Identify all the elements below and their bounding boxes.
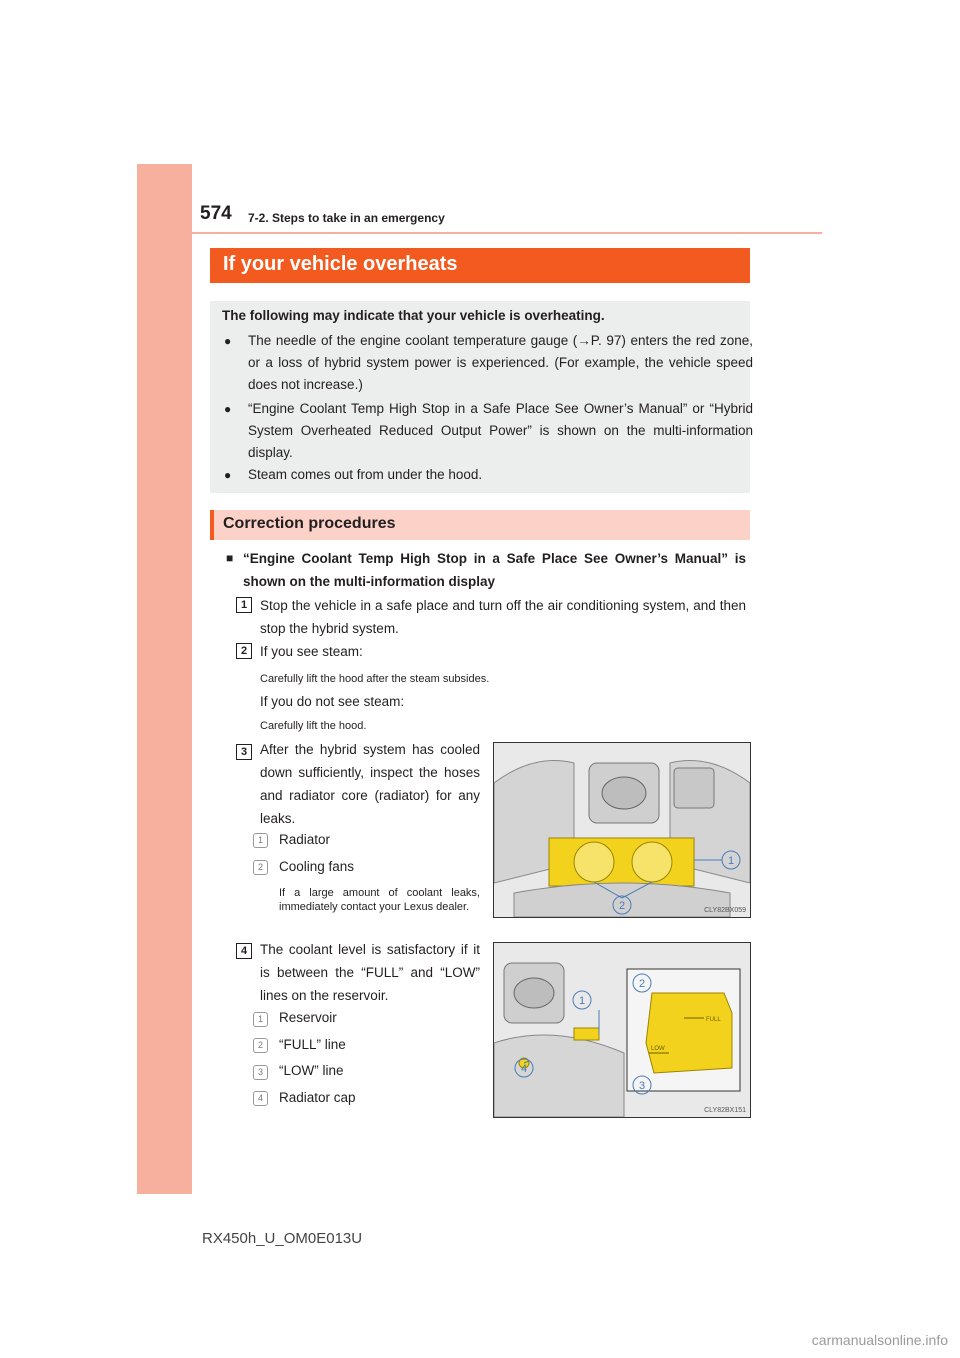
bullet-text: Steam comes out from under the hood. — [248, 467, 483, 482]
image-code: CLY82BX059 — [704, 907, 746, 914]
photo-callout-2: 2 — [638, 978, 646, 990]
callout-label-cooling-fans: Cooling fans — [279, 859, 355, 874]
subtitle: Correction procedures — [223, 515, 396, 532]
title-bar — [210, 248, 750, 283]
watermark: carmanualsonline.info — [811, 1332, 948, 1348]
photo-callout-1: 1 — [578, 995, 586, 1007]
callout-number: 1 — [253, 833, 268, 848]
tank-low-mark: LOW — [651, 1046, 665, 1052]
engine-bay-photo — [493, 742, 751, 918]
step-1-text: Stop the vehicle in a safe place and turn off the air conditioning system, and then stop the hybrid system. — [260, 598, 746, 636]
step-number-1: 1 — [236, 597, 252, 613]
step-3-note: If a large amount of coolant leaks, immediately contact your Lexus dealer. — [279, 887, 480, 913]
callout-number: 3 — [253, 1065, 268, 1080]
bullet-text: “Engine Coolant Temp High Stop in a Safe Place See Owner’s Manual” or “Hybrid System Overheated Reduced Output Power” is shown on the multi-information display. — [248, 401, 753, 460]
bullet-text: The needle of the engine coolant temperature gauge (→P. 97) enters the red zone, or a loss of hybrid system power is experienced. (For example, the vehicle speed does not increase.) — [248, 333, 753, 392]
callout-number: 2 — [253, 1038, 268, 1053]
bullet-dot: ● — [224, 334, 232, 348]
footer-model-code: RX450h_U_OM0E013U — [202, 1230, 363, 1247]
step-number-4: 4 — [236, 943, 252, 959]
heading-square-icon: ■ — [226, 551, 234, 565]
reservoir-illustration — [494, 943, 750, 1117]
side-band — [137, 164, 192, 1194]
step-2-note: Carefully lift the hood after the steam subsides. — [260, 673, 490, 685]
callout-label-low-line: “LOW” line — [279, 1063, 344, 1078]
step-4-text: The coolant level is satisfactory if it is between the “FULL” and “LOW” lines on the reservoir. — [260, 942, 480, 1003]
photo-callout-1: 1 — [727, 855, 735, 867]
callout-label-full-line: “FULL” line — [279, 1037, 346, 1052]
callout-number: 4 — [253, 1091, 268, 1106]
image-code: CLY82BX151 — [704, 1107, 746, 1114]
page-number: 574 — [200, 203, 232, 224]
subtitle-bar-accent — [210, 510, 214, 540]
step-2-note-alt: Carefully lift the hood. — [260, 720, 367, 732]
callout-number: 1 — [253, 1012, 268, 1027]
header-rule — [192, 232, 822, 234]
photo-callout-3: 3 — [638, 1080, 646, 1092]
info-intro: The following may indicate that your vehicle is overheating. — [222, 308, 605, 323]
photo-callout-2: 2 — [618, 900, 626, 912]
page-title: If your vehicle overheats — [223, 253, 458, 275]
bullet-dot: ● — [224, 402, 232, 416]
callout-label-radiator: Radiator — [279, 832, 331, 847]
step-2-text: If you see steam: — [260, 644, 363, 659]
step-2-text-alt: If you do not see steam: — [260, 694, 405, 709]
reservoir-photo — [493, 942, 751, 1118]
callout-label-radiator-cap: Radiator cap — [279, 1090, 356, 1105]
info-box — [210, 301, 753, 493]
step-number-2: 2 — [236, 643, 252, 659]
step-3-text: After the hybrid system has cooled down sufficiently, inspect the hoses and radiator core (radiator) for any leaks. — [260, 742, 480, 826]
callout-label-reservoir: Reservoir — [279, 1010, 337, 1025]
engine-bay-illustration — [494, 743, 750, 917]
section-title: 7-2. Steps to take in an emergency — [248, 211, 445, 225]
callout-number: 2 — [253, 860, 268, 875]
tank-full-mark: FULL — [706, 1017, 721, 1023]
heading-text: “Engine Coolant Temp High Stop in a Safe Place See Owner’s Manual” is shown on the multi-information display — [243, 551, 746, 589]
subtitle-bar — [210, 510, 750, 540]
bullet-dot: ● — [224, 468, 232, 482]
photo-callout-4: 4 — [520, 1063, 528, 1075]
step-number-3: 3 — [236, 744, 252, 760]
